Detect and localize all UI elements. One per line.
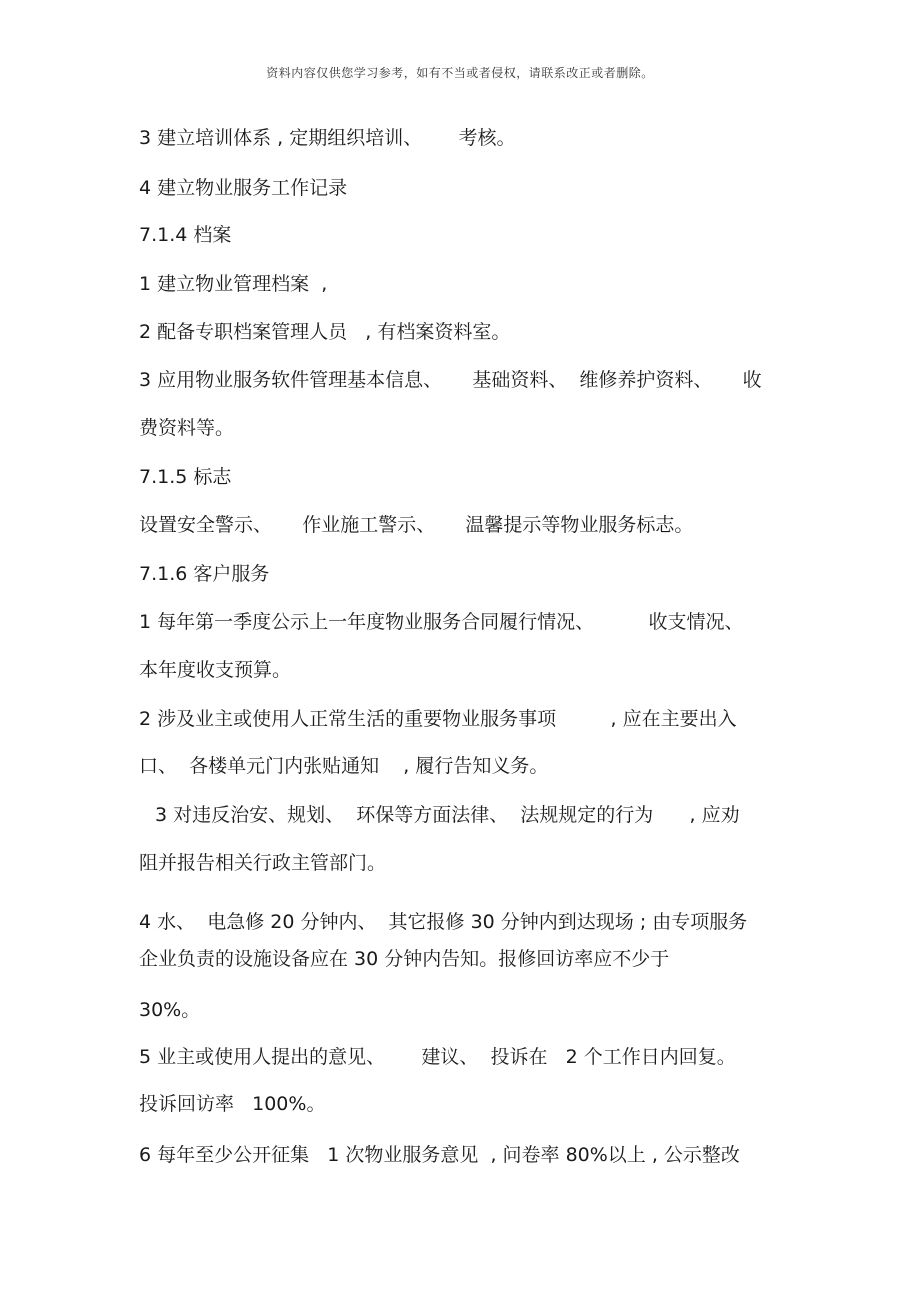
text-line: 3 对违反治安、规划、 环保等方面法律、 法规规定的行为 , 应劝 xyxy=(155,804,740,826)
text-line: 1 建立物业管理档案 , xyxy=(139,273,328,295)
text-line: 4 建立物业服务工作记录 xyxy=(139,177,348,199)
text-line: 本年度收支预算。 xyxy=(139,659,292,681)
section-heading: 7.1.6 客户服务 xyxy=(139,563,270,585)
text-line: 3 应用物业服务软件管理基本信息、 基础资料、 维修养护资料、 收 xyxy=(139,369,762,391)
text-line: 费资料等。 xyxy=(139,417,235,439)
section-heading: 7.1.5 标志 xyxy=(139,466,232,488)
text-line: 口、 各楼单元门内张贴通知 , 履行告知义务。 xyxy=(139,755,549,777)
text-line: 5 业主或使用人提出的意见、 建议、 投诉在 2 个工作日内回复。 xyxy=(139,1046,736,1068)
text-line: 6 每年至少公开征集 1 次物业服务意见 , 问卷率 80%以上 , 公示整改 xyxy=(139,1144,740,1166)
text-line: 阻并报告相关行政主管部门。 xyxy=(139,852,387,874)
disclaimer-header: 资料内容仅供您学习参考，如有不当或者侵权，请联系改正或者删除。 xyxy=(266,66,654,80)
text-line: 30%。 xyxy=(139,999,201,1021)
text-line: 2 配备专职档案管理人员 , 有档案资料室。 xyxy=(139,321,511,343)
text-line: 投诉回访率 100%。 xyxy=(139,1093,326,1115)
text-line: 设置安全警示、 作业施工警示、 温馨提示等物业服务标志。 xyxy=(139,514,694,536)
section-heading: 7.1.4 档案 xyxy=(139,224,232,246)
text-line: 企业负责的设施设备应在 30 分钟内告知。报修回访率应不少于 xyxy=(139,948,670,970)
text-line: 4 水、 电急修 20 分钟内、 其它报修 30 分钟内到达现场 ; 由专项服务 xyxy=(139,911,748,933)
text-line: 3 建立培训体系 , 定期组织培训、 考核。 xyxy=(139,127,516,149)
text-line: 2 涉及业主或使用人正常生活的重要物业服务事项 , 应在主要出入 xyxy=(139,708,737,730)
text-line: 1 每年第一季度公示上一年度物业服务合同履行情况、 收支情况、 xyxy=(139,611,744,633)
